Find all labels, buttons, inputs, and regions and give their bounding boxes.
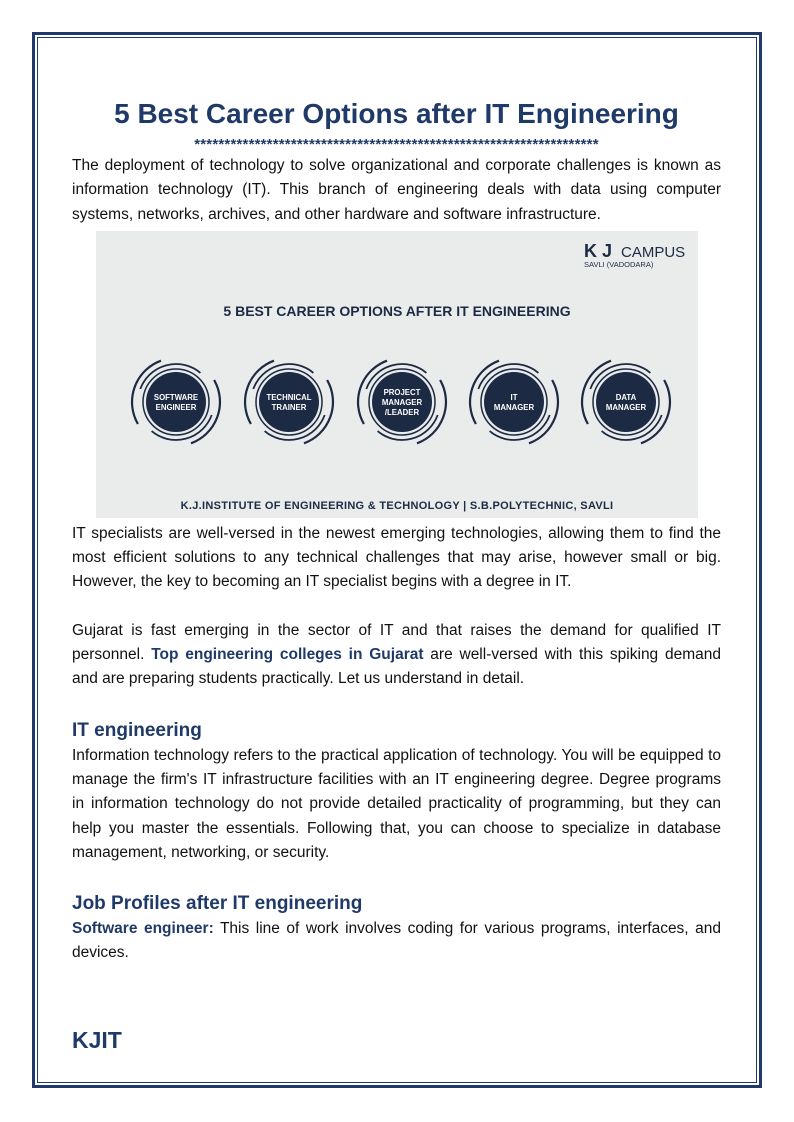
gujarat-paragraph: [72, 619, 721, 692]
circle-label: TECHNICAL: [266, 392, 312, 402]
it-engineering-paragraph: Information technology refers to the practical application of technology. You will be equipped to manage the firm's IT infrastructure facilities with an IT engineering degree. Degree programs in information technology do not provide detailed practicality of programming, but they can help you master the essentials. Following that, you can choose to specialize in database management, networking, or security.: [72, 746, 721, 861]
banner-heading: 5 BEST CAREER OPTIONS AFTER IT ENGINEERING: [223, 302, 571, 319]
circle-label: SOFTWARE: [153, 392, 199, 402]
banner-graphic: [96, 231, 698, 518]
top-colleges-link[interactable]: Top engineering colleges in Gujarat: [151, 646, 424, 664]
circle-label: /LEADER: [384, 407, 420, 417]
title-divider: *******************************************************************: [194, 136, 599, 153]
circle-label: MANAGER: [381, 397, 423, 407]
circle-label: PROJECT: [383, 387, 421, 397]
software-engineer-text: This line of work involves coding for various programs, interfaces, and devices.: [72, 920, 721, 962]
logo-kj: K J: [584, 240, 613, 261]
software-engineer-paragraph: [72, 917, 721, 966]
circle-label: DATA: [615, 392, 637, 402]
circle-disc: [146, 372, 206, 432]
circle-label: MANAGER: [493, 402, 535, 412]
logo-location: SAVLI (VADODARA): [584, 259, 654, 269]
gujarat-text-start: Gujarat is fast emerging in the sector of IT and that raises the demand for qualified IT personnel.: [72, 621, 721, 664]
footer-brand: KJIT: [72, 1027, 122, 1053]
document-body: [72, 96, 721, 966]
software-engineer-label: Software engineer:: [72, 920, 214, 938]
circle-label: MANAGER: [605, 402, 647, 412]
logo-campus: CAMPUS: [621, 243, 686, 261]
page-title: 5 Best Career Options after IT Engineering: [114, 98, 679, 129]
it-engineering-heading: IT engineering: [72, 719, 202, 741]
career-circle: [245, 361, 333, 444]
career-options-banner: [96, 231, 698, 518]
career-circle: [470, 361, 558, 444]
circle-label: ENGINEER: [155, 402, 197, 412]
banner-footer: K.J.INSTITUTE OF ENGINEERING & TECHNOLOGY | S.B.POLYTECHNIC, SAVLI: [180, 499, 614, 512]
intro-paragraph: The deployment of technology to solve organizational and corporate challenges is known as information technology (IT). This branch of engineering deals with data using computer systems, networks, archives, and other hardware and software infrastructure.: [72, 157, 721, 223]
gujarat-text-end: are well-versed with this spiking demand and are preparing students practically. Let us understand in detail.: [72, 646, 721, 688]
career-circle: [132, 361, 220, 444]
circle-disc: [259, 372, 319, 432]
specialists-paragraph: IT specialists are well-versed in the newest emerging technologies, allowing them to find the most efficient solutions to any technical challenges that may arise, however small or big. However, the key to becoming an IT specialist begins with a degree in IT.: [72, 524, 721, 591]
career-circle: [582, 361, 670, 444]
career-circle: [358, 361, 446, 444]
circle-label: TRAINER: [271, 402, 307, 412]
circle-disc: [484, 372, 544, 432]
circle-label: IT: [510, 392, 518, 402]
circle-disc: [596, 372, 656, 432]
job-profiles-heading: Job Profiles after IT engineering: [72, 893, 363, 915]
